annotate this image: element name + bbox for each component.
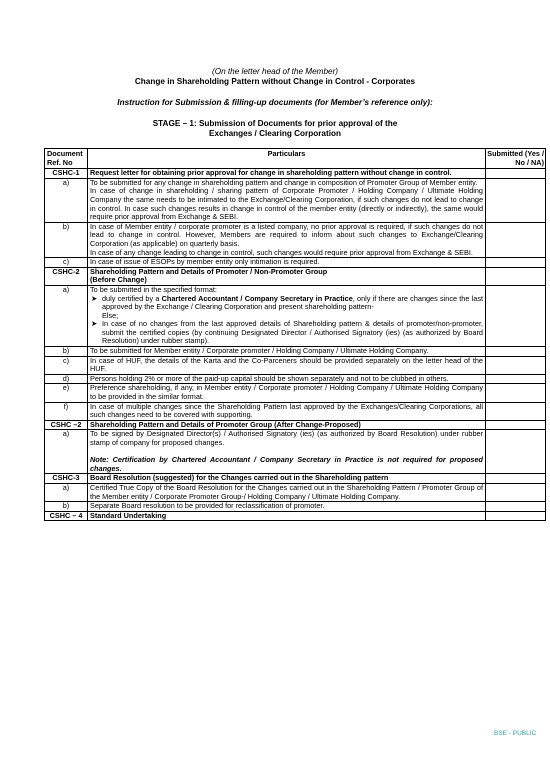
- row-ref: a): [45, 285, 88, 346]
- bullet-text: [102, 295, 483, 312]
- bullet-text-bold: Chartered Accountant / Company Secretary in Practice: [161, 293, 353, 303]
- table-row: [45, 285, 546, 346]
- table-row: [45, 347, 546, 357]
- table-row: [45, 384, 546, 402]
- row-ref: c): [45, 258, 88, 268]
- stage-heading-line2: Exchanges / Clearing Corporation: [209, 129, 341, 138]
- format-intro: To be submitted in the specified format:: [90, 284, 217, 294]
- document-title: Change in Shareholding Pattern without Change in Control - Corporates: [134, 77, 416, 86]
- table-row: [45, 483, 546, 501]
- row-ref: f): [45, 402, 88, 420]
- row-particulars: In case of issue of ESOPs by member entity only intimation is required.: [88, 258, 486, 268]
- else-text: Else;: [102, 310, 119, 320]
- certification-note: Note: Certification by Chartered Accountant / Company Secretary in Practice is not required for proposed changes.: [90, 455, 483, 473]
- col-header-ref: Document Ref. No: [45, 149, 88, 169]
- submitted-cell[interactable]: [486, 420, 546, 430]
- bullet-text-pre: duly certified by a: [102, 293, 162, 303]
- row-ref: b): [45, 347, 88, 357]
- row-ref: e): [45, 384, 88, 402]
- bullet-item: [90, 320, 483, 346]
- table-row: [45, 502, 546, 512]
- col-header-submitted: Submitted (Yes / No / NA): [486, 149, 546, 169]
- row-ref: b): [45, 502, 88, 512]
- submitted-cell[interactable]: [486, 374, 546, 384]
- submitted-cell[interactable]: [486, 511, 546, 521]
- submitted-cell[interactable]: [486, 267, 546, 285]
- arrow-bullet-icon: ➤: [91, 293, 98, 303]
- submitted-cell[interactable]: [486, 402, 546, 420]
- row-particulars: Preference shareholding, if any, in Member entity / Corporate promoter / Holding Company / Ultimate Holding Company to be provided in the similar format.: [88, 384, 486, 402]
- table-header-row: [45, 149, 546, 169]
- table-row: [45, 267, 546, 285]
- table-row: [45, 430, 546, 474]
- row-ref: CSHC-3: [45, 474, 88, 484]
- row-particulars: Board Resolution (suggested) for the Changes carried out in the Shareholding pattern: [88, 474, 486, 484]
- submitted-cell[interactable]: [486, 169, 546, 179]
- row-ref: a): [45, 430, 88, 474]
- row-ref: CSHC-2: [45, 267, 88, 285]
- table-row: [45, 169, 546, 179]
- table-row: [45, 511, 546, 521]
- submitted-cell[interactable]: [486, 222, 546, 257]
- submitted-cell[interactable]: [486, 356, 546, 374]
- row-ref: b): [45, 222, 88, 257]
- stage-heading-line1: STAGE – 1: Submission of Documents for prior approval of the: [152, 119, 398, 128]
- row-particulars: To be submitted for any change in shareholding pattern and change in composition of Promoter Group of Member entity. In case of change in shareholding / sharing pattern of Corporate Promoter / Holding Company / Ultimate Holding Company the same needs to be intimated to the Exchange/Clearing Corporation, if such changes do not lead to change in control. In case such changes results in change in control of the member entity (directly or indirectly), the same would require prior approval from Exchange & SEBI.: [88, 178, 486, 222]
- table-row: [45, 222, 546, 257]
- submitted-cell[interactable]: [486, 384, 546, 402]
- documents-table: [44, 148, 546, 521]
- row-particulars: [88, 285, 486, 346]
- row-particulars: Request letter for obtaining prior approval for change in shareholding pattern without change in control.: [88, 169, 486, 179]
- row-particulars: Standard Undertaking: [88, 511, 486, 521]
- table-row: [45, 402, 546, 420]
- submitted-cell[interactable]: [486, 483, 546, 501]
- col-header-particulars: Particulars: [88, 149, 486, 169]
- letterhead-note: (On the letter head of the Member): [211, 67, 339, 76]
- submitted-cell[interactable]: [486, 502, 546, 512]
- row-ref: CSHC –2: [45, 420, 88, 430]
- row-particulars: Certified True Copy of the Board Resolution for the Changes carried out in the Shareholding Pattern / Promoter Group of the Member entity / Corporate Promoter Group-/ Holding Company / Ultimate Holding Company.: [88, 483, 486, 501]
- table-row: [45, 258, 546, 268]
- row-ref: a): [45, 178, 88, 222]
- row-ref: a): [45, 483, 88, 501]
- arrow-bullet-icon: ➤: [91, 319, 98, 329]
- bullet-text: In case of no changes from the last approved details of Shareholding pattern & details of promoter/non-promoter, submit the certified copies (by continuing Designated Director / Authorised Signatory (ies) (as authorized by Board Resolution) under rubber stamp).: [102, 319, 483, 346]
- row-ref: CSHC – 4: [45, 511, 88, 521]
- row-particulars: Shareholding Pattern and Details of Promoter / Non-Promoter Group (Before Change): [88, 267, 486, 285]
- row-particulars: To be submitted for Member entity / Corporate promoter / Holding Company / Ultimate Holding Company.: [88, 347, 486, 357]
- classification-label: BSE - PUBLIC: [494, 730, 537, 737]
- row-particulars: Persons holding 2% or more of the paid-up capital should be shown separately and not to be clubbed in others.: [88, 374, 486, 384]
- instruction-heading: Instruction for Submission & filling-up documents (for Member’s reference only):: [117, 98, 433, 107]
- submitted-cell[interactable]: [486, 347, 546, 357]
- submitted-cell[interactable]: [486, 430, 546, 474]
- bullet-text-post: , only if there are changes since the last approved by the Exchange / Clearing Corporation and present shareholding pattern-: [102, 293, 483, 312]
- table-row: [45, 356, 546, 374]
- table-row: [45, 178, 546, 222]
- row-particulars: Shareholding Pattern and Details of Promoter Group (After Change-Proposed): [88, 420, 486, 430]
- signing-instruction: To be signed by Designated Director(s) / Authorised Signatory (ies) (as authorized by Board Resolution) under rubber stamp of company for proposed changes.: [90, 429, 483, 447]
- row-ref: c): [45, 356, 88, 374]
- row-particulars: In case of multiple changes since the Shareholding Pattern last approved by the Exchanges/Clearing Corporations, all such changes need to be covered with supporting.: [88, 402, 486, 420]
- row-particulars: In case of Member entity / corporate promoter is a listed company, no prior approval is required, if such changes do not lead to change in control. However, Members are required to inform about such changes to Exchange/Clearing Corporation (as applicable) on quarterly basis. In case of any change leading to change in control, such changes would require prior approval from Exchange & SEBI.: [88, 222, 486, 257]
- submitted-cell[interactable]: [486, 285, 546, 346]
- row-ref: d): [45, 374, 88, 384]
- submitted-cell[interactable]: [486, 178, 546, 222]
- row-particulars: [88, 430, 486, 474]
- row-particulars: In case of HUF, the details of the Karta and the Co-Parceners should be provided separately on the letter head of the HUF.: [88, 356, 486, 374]
- row-ref: CSHC-1: [45, 169, 88, 179]
- submitted-cell[interactable]: [486, 474, 546, 484]
- bullet-item: [90, 295, 483, 312]
- submitted-cell[interactable]: [486, 258, 546, 268]
- row-particulars: Separate Board resolution to be provided for reclassification of promoter.: [88, 502, 486, 512]
